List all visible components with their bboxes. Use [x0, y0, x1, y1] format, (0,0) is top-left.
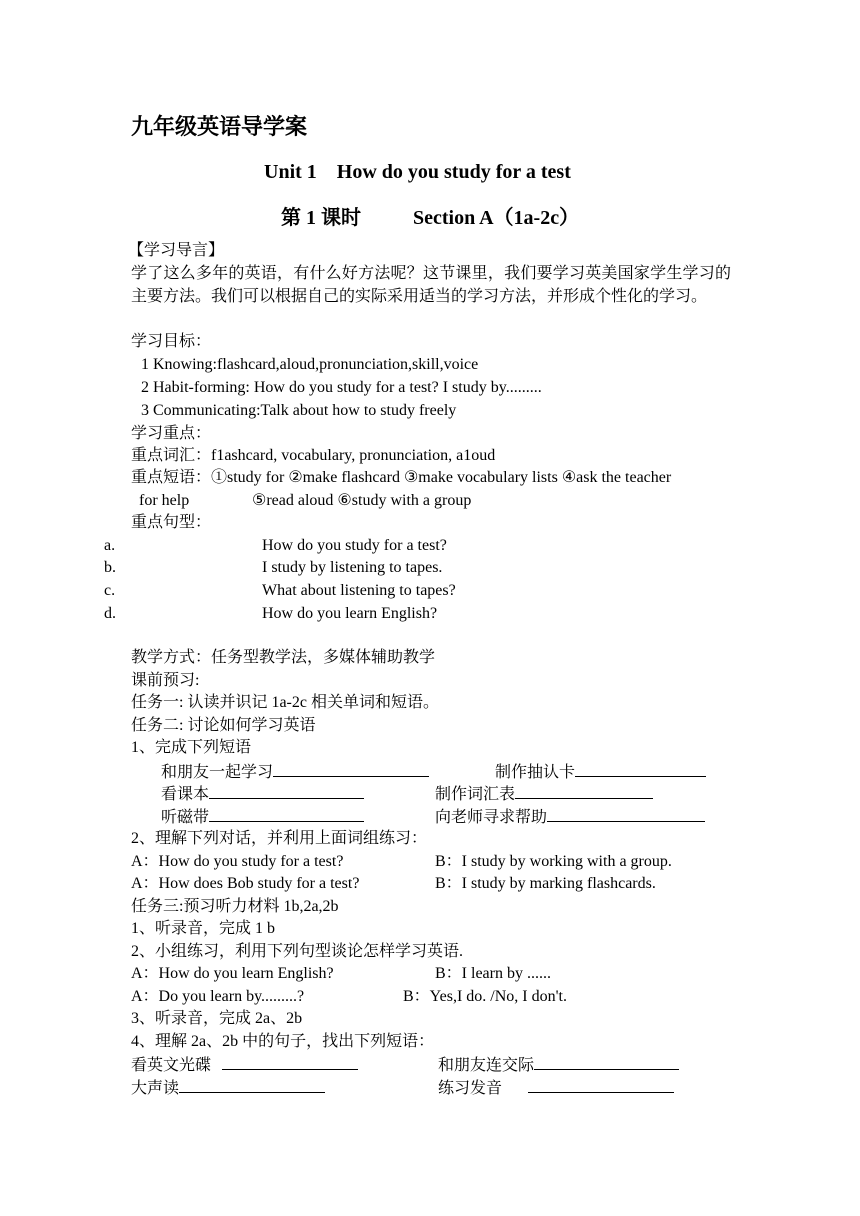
answer-blank[interactable] — [222, 1053, 358, 1070]
task-3: 任务三:预习听力材料 1b,2a,2b — [131, 898, 339, 915]
dialog-1-line-2-a: A：How does Bob study for a test? — [131, 875, 360, 892]
answer-blank[interactable] — [209, 805, 364, 822]
exercise-4-item-1 — [131, 1053, 358, 1077]
dialog-1-line-2-b: B：I study by marking flashcards. — [435, 875, 656, 892]
dialog-2-line-1-a: A：How do you learn English? — [131, 965, 334, 982]
answer-blank[interactable] — [534, 1053, 679, 1070]
sentence-c: What about listening to tapes? — [262, 582, 456, 599]
dialog-2-line-2-a: A：Do you learn by.........? — [131, 988, 305, 1005]
sentence-label-a: a. — [104, 537, 116, 554]
key-phrases-line2b: ⑤read aloud ⑥study with a group — [252, 492, 472, 509]
phrase-prompt: 和朋友连交际 — [438, 1057, 535, 1074]
intro-heading: 【学习导言】 — [128, 242, 225, 259]
sentence-d: How do you learn English? — [262, 605, 438, 622]
task-3-step-4: 4、理解 2a、2b 中的句子，找出下列短语： — [131, 1033, 435, 1050]
answer-blank[interactable] — [515, 782, 653, 799]
key-sentences-heading: 重点句型： — [131, 514, 212, 531]
exercise-1-item-6 — [435, 805, 705, 829]
phrase-prompt: 练习发音 — [438, 1080, 503, 1097]
exercise-4-item-2 — [438, 1053, 679, 1077]
answer-blank[interactable] — [209, 782, 364, 799]
section-label: Section A（1a-2c） — [413, 207, 580, 229]
answer-blank[interactable] — [547, 805, 705, 822]
goals-heading: 学习目标： — [131, 333, 212, 350]
dialog-1-line-1-b: B：I study by working with a group. — [435, 853, 672, 870]
answer-blank[interactable] — [528, 1076, 674, 1093]
exercise-2-heading: 2、理解下列对话，并利用上面词组练习： — [131, 830, 428, 847]
task-3-step-1: 1、听录音，完成 1 b — [131, 920, 276, 937]
exercise-1-heading: 1、完成下列短语 — [131, 739, 252, 756]
phrase-prompt: 制作词汇表 — [435, 786, 516, 803]
phrase-prompt: 向老师寻求帮助 — [435, 809, 548, 826]
sentence-a: How do you study for a test? — [262, 537, 447, 554]
dialog-2-line-1-b: B：I learn by ...... — [435, 965, 551, 982]
task-1: 任务一: 认读并识记 1a-2c 相关单词和短语。 — [131, 694, 439, 711]
key-words: 重点词汇：f1ashcard, vocabulary, pronunciation, a1oud — [131, 447, 496, 464]
sentence-label-d: d. — [104, 605, 116, 622]
key-phrases-line1: 重点短语：①study for ②make flashcard ③make vocabulary lists ④ask the teacher — [131, 469, 672, 486]
dialog-1-line-1-a: A：How do you study for a test? — [131, 853, 344, 870]
exercise-1-item-5 — [161, 805, 364, 829]
lesson-title — [281, 205, 579, 231]
preview-heading: 课前预习: — [131, 672, 200, 689]
exercise-1-item-4 — [435, 782, 653, 806]
teaching-method: 教学方式：任务型教学法，多媒体辅助教学 — [131, 649, 436, 666]
goal-1: 1 Knowing:flashcard,aloud,pronunciation,skill,voice — [141, 356, 479, 373]
phrase-prompt: 听磁带 — [161, 809, 210, 826]
exercise-1-item-1 — [161, 760, 429, 784]
exercise-1-item-2 — [495, 760, 706, 784]
page-title: 九年级英语导学案 — [131, 115, 308, 140]
task-3-step-2: 2、小组练习，利用下列句型谈论怎样学习英语. — [131, 943, 464, 960]
answer-blank[interactable] — [273, 760, 429, 777]
key-phrases-line2a: for help — [139, 492, 190, 509]
dialog-2-line-2-b: B：Yes,I do. /No, I don't. — [403, 988, 567, 1005]
answer-blank[interactable] — [179, 1076, 325, 1093]
key-heading: 学习重点： — [131, 425, 212, 442]
goal-3: 3 Communicating:Talk about how to study freely — [141, 402, 457, 419]
task-2: 任务二: 讨论如何学习英语 — [131, 717, 316, 734]
exercise-1-item-3 — [161, 782, 364, 806]
sentence-label-b: b. — [104, 559, 116, 576]
intro-text: 学了这么多年的英语，有什么好方法呢？这节课里，我们要学习英美国家学生学习的主要方法。我们可以根据自己的实际采用适当的学习方法，并形成个性化的学习。 — [131, 265, 731, 305]
exercise-4-item-4 — [438, 1076, 674, 1100]
sentence-label-c: c. — [104, 582, 116, 599]
phrase-prompt: 看英文光碟 — [131, 1057, 212, 1074]
phrase-prompt: 看课本 — [161, 786, 210, 803]
task-3-step-3: 3、听录音，完成 2a、2b — [131, 1010, 303, 1027]
phrase-prompt: 制作抽认卡 — [495, 764, 576, 781]
phrase-prompt: 大声读 — [131, 1080, 180, 1097]
exercise-4-item-3 — [131, 1076, 325, 1100]
goal-2: 2 Habit-forming: How do you study for a test? I study by......... — [141, 379, 542, 396]
sentence-b: I study by listening to tapes. — [262, 559, 443, 576]
unit-title: Unit 1 How do you study for a test — [264, 161, 571, 183]
answer-blank[interactable] — [575, 760, 706, 777]
lesson-number: 第 1 课时 — [281, 207, 361, 229]
phrase-prompt: 和朋友一起学习 — [161, 764, 274, 781]
